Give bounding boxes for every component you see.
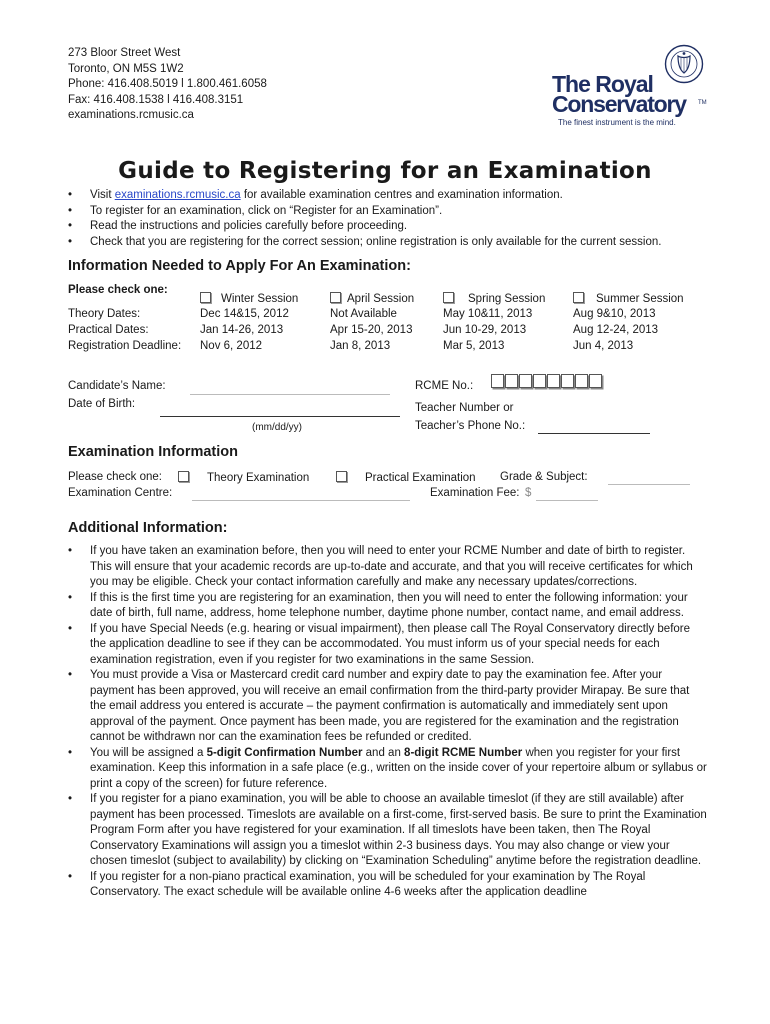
summer-deadline: Jun 4, 2013 xyxy=(573,340,634,352)
dob-field[interactable] xyxy=(160,404,400,417)
additional-info-list xyxy=(68,544,708,901)
list-item-text: You will be assigned a xyxy=(90,746,207,759)
list-item xyxy=(68,188,758,204)
spring-practical-date: Jun 10-29, 2013 xyxy=(443,324,527,336)
rcme-number-boxes[interactable] xyxy=(491,374,603,389)
dob-format-hint: (mm/dd/yy) xyxy=(252,422,302,433)
rcme-digit-box[interactable] xyxy=(533,374,546,388)
list-item: • If you register for a piano examination, you will be able to choose an available timeslot (if they are still available) after payment has been processed. Timeslots are available on a first-come, first-served basis. Be sure to print the Examination Program Form after you have registered for your examination. If all timeslots have been taken, then The Royal Conservatory Examinations will assign you a timeslot within 2-3 business days. You may also change or view your chosen timeslot (subject to availability) by clicking on “Examination Scheduling” anytime before the registration deadline. xyxy=(68,792,708,870)
april-practical-date: Apr 15-20, 2013 xyxy=(330,324,413,336)
list-item-text: when you register for your first examination. Keep this information in a safe place (e.g., written on the inside cover of your repertoire album or syllabus or print a copy of the screen) for future reference. xyxy=(90,746,707,790)
intro-text: Visit xyxy=(90,189,115,201)
spring-deadline: Mar 5, 2013 xyxy=(443,340,505,352)
additional-info-heading xyxy=(68,520,227,536)
list-item: • If this is the first time you are registering for an examination, then you will need to enter the following information: your date of birth, full name, address, home telephone number, daytime phone number, contact name, and email address. xyxy=(68,591,708,622)
session-name: April Session xyxy=(347,293,415,305)
address-phone: Phone: 416.408.5019 l 1.800.461.6058 xyxy=(68,78,267,90)
exam-fee-field[interactable] xyxy=(536,487,598,501)
intro-text: for available examination centres and examination information. xyxy=(240,189,563,201)
exam-info-heading xyxy=(68,444,238,460)
rcme-digit-box[interactable] xyxy=(491,374,504,388)
address-website: examinations.rcmusic.ca xyxy=(68,109,194,121)
teacher-phone-field[interactable] xyxy=(538,420,650,434)
winter-deadline: Nov 6, 2012 xyxy=(200,340,263,352)
conservatory-seal-icon xyxy=(664,44,704,84)
rcme-number-emphasis: 8-digit RCME Number xyxy=(404,746,523,759)
rcme-label: RCME No.: xyxy=(415,380,474,392)
rcme-digit-box[interactable] xyxy=(589,374,602,388)
rcme-digit-box[interactable] xyxy=(547,374,560,388)
list-item: • If you have taken an examination before, then you will need to enter your RCME Number and date of birth to register. This will ensure that your academic records are up-to-date and accurate, and that you will receive certificates for which you may be eligible. Check your contact information carefully and make any necessary updates/corrections. xyxy=(68,544,708,591)
april-theory-date: Not Available xyxy=(330,308,397,320)
exam-info-heading-text: Examination Information xyxy=(68,444,238,460)
rcme-digit-box[interactable] xyxy=(505,374,518,388)
please-check-label: Please check one: xyxy=(68,284,168,296)
candidate-name-field[interactable] xyxy=(190,380,390,395)
session-winter-option[interactable] xyxy=(200,292,298,305)
royal-conservatory-logo xyxy=(552,44,712,134)
teacher-phone-label: Teacher’s Phone No.: xyxy=(415,420,526,432)
registration-deadline-label: Registration Deadline: xyxy=(68,340,182,352)
checkbox-icon[interactable] xyxy=(573,292,584,303)
page-title: Guide to Registering for an Examination xyxy=(118,158,652,184)
april-deadline: Jan 8, 2013 xyxy=(330,340,391,352)
list-item-text: and an xyxy=(362,746,405,759)
list-item: • Read the instructions and policies carefully before proceeding. xyxy=(68,219,758,235)
checkbox-icon[interactable] xyxy=(200,292,211,303)
examinations-link[interactable]: examinations.rcmusic.ca xyxy=(114,189,241,201)
list-item: • To register for an examination, click on “Register for an Examination”. xyxy=(68,204,758,220)
session-name: Summer Session xyxy=(596,293,684,305)
confirmation-number-emphasis: 5-digit Confirmation Number xyxy=(206,746,363,759)
additional-info-heading-text: Additional Information: xyxy=(68,520,228,536)
address-street: 273 Bloor Street West xyxy=(68,47,181,59)
logo-name-line2: Conservatory xyxy=(552,91,686,117)
intro-bullet-list xyxy=(68,188,758,250)
practical-exam-label: Practical Examination xyxy=(365,472,476,484)
checkbox-icon[interactable] xyxy=(330,292,341,303)
list-item: • Check that you are registering for the correct session; online registration is only available for the current session. xyxy=(68,235,758,251)
checkbox-icon[interactable] xyxy=(178,471,189,482)
grade-subject-label: Grade & Subject: xyxy=(500,471,588,483)
teacher-number-label: Teacher Number or xyxy=(415,402,514,414)
exam-centre-label: Examination Centre: xyxy=(68,487,173,499)
list-item: • If you register for a non-piano practical examination, you will be scheduled for your examination by The Royal Conservatory. The exact schedule will be available online 4-6 weeks after the application deadline xyxy=(68,870,708,901)
logo-trademark: TM xyxy=(698,100,707,106)
list-item: • You must provide a Visa or Mastercard credit card number and expiry date to pay the examination fee. After your payment has been approved, you will receive an email confirmation from the third-party provider Mirapay. Be sure that the email address you entered is accurate – the payment confirmation is automatically and immediately sent upon approval of the payment. Once payment has been made, you are registered for the examination and the registration cannot be withdrawn nor can the examination fees be refunded or credited. xyxy=(68,668,708,746)
checkbox-icon[interactable] xyxy=(336,471,347,482)
exam-centre-field[interactable] xyxy=(192,487,410,501)
theory-exam-label: Theory Examination xyxy=(207,472,310,484)
session-name: Winter Session xyxy=(221,293,299,305)
logo-name-line1: The Royal xyxy=(552,71,653,97)
list-item xyxy=(68,746,708,793)
address-city: Toronto, ON M5S 1W2 xyxy=(68,62,184,75)
list-item: • If you have Special Needs (e.g. hearing or visual impairment), then please call The Royal Conservatory directly before the application deadline to see if they can be accommodated. You must inform us of your special needs for each examination registration, even if you register for two examinations in the same Session. xyxy=(68,622,708,669)
practical-dates-label: Practical Dates: xyxy=(68,324,149,336)
rcme-digit-box[interactable] xyxy=(561,374,574,388)
address-fax: Fax: 416.408.1538 l 416.408.3151 xyxy=(68,93,244,106)
summer-theory-date: Aug 9&10, 2013 xyxy=(573,308,656,320)
address-block xyxy=(68,46,267,124)
candidate-name-label: Candidate’s Name: xyxy=(68,380,166,392)
info-needed-heading: Information Needed to Apply For An Examination: xyxy=(68,258,411,274)
theory-exam-option[interactable] xyxy=(178,471,309,484)
grade-subject-field[interactable] xyxy=(608,471,690,485)
summer-practical-date: Aug 12-24, 2013 xyxy=(573,324,659,336)
exam-fee-label: Examination Fee: xyxy=(430,487,520,499)
spring-theory-date: May 10&11, 2013 xyxy=(443,308,533,320)
rcme-digit-box[interactable] xyxy=(519,374,532,388)
exam-fee-currency: $ xyxy=(525,487,532,499)
practical-exam-option[interactable] xyxy=(336,471,476,484)
winter-theory-date: Dec 14&15, 2012 xyxy=(200,308,289,320)
rcme-digit-box[interactable] xyxy=(575,374,588,388)
session-name: Spring Session xyxy=(468,293,546,305)
exam-please-check-label: Please check one: xyxy=(68,471,162,483)
session-summer-option[interactable] xyxy=(573,292,684,305)
session-april-option[interactable] xyxy=(330,292,414,305)
winter-practical-date: Jan 14-26, 2013 xyxy=(200,324,284,336)
logo-tagline: The finest instrument is the mind. xyxy=(558,118,676,127)
session-spring-option[interactable] xyxy=(443,292,545,305)
theory-dates-label: Theory Dates: xyxy=(68,308,141,320)
dob-label: Date of Birth: xyxy=(68,398,136,410)
checkbox-icon[interactable] xyxy=(443,292,454,303)
